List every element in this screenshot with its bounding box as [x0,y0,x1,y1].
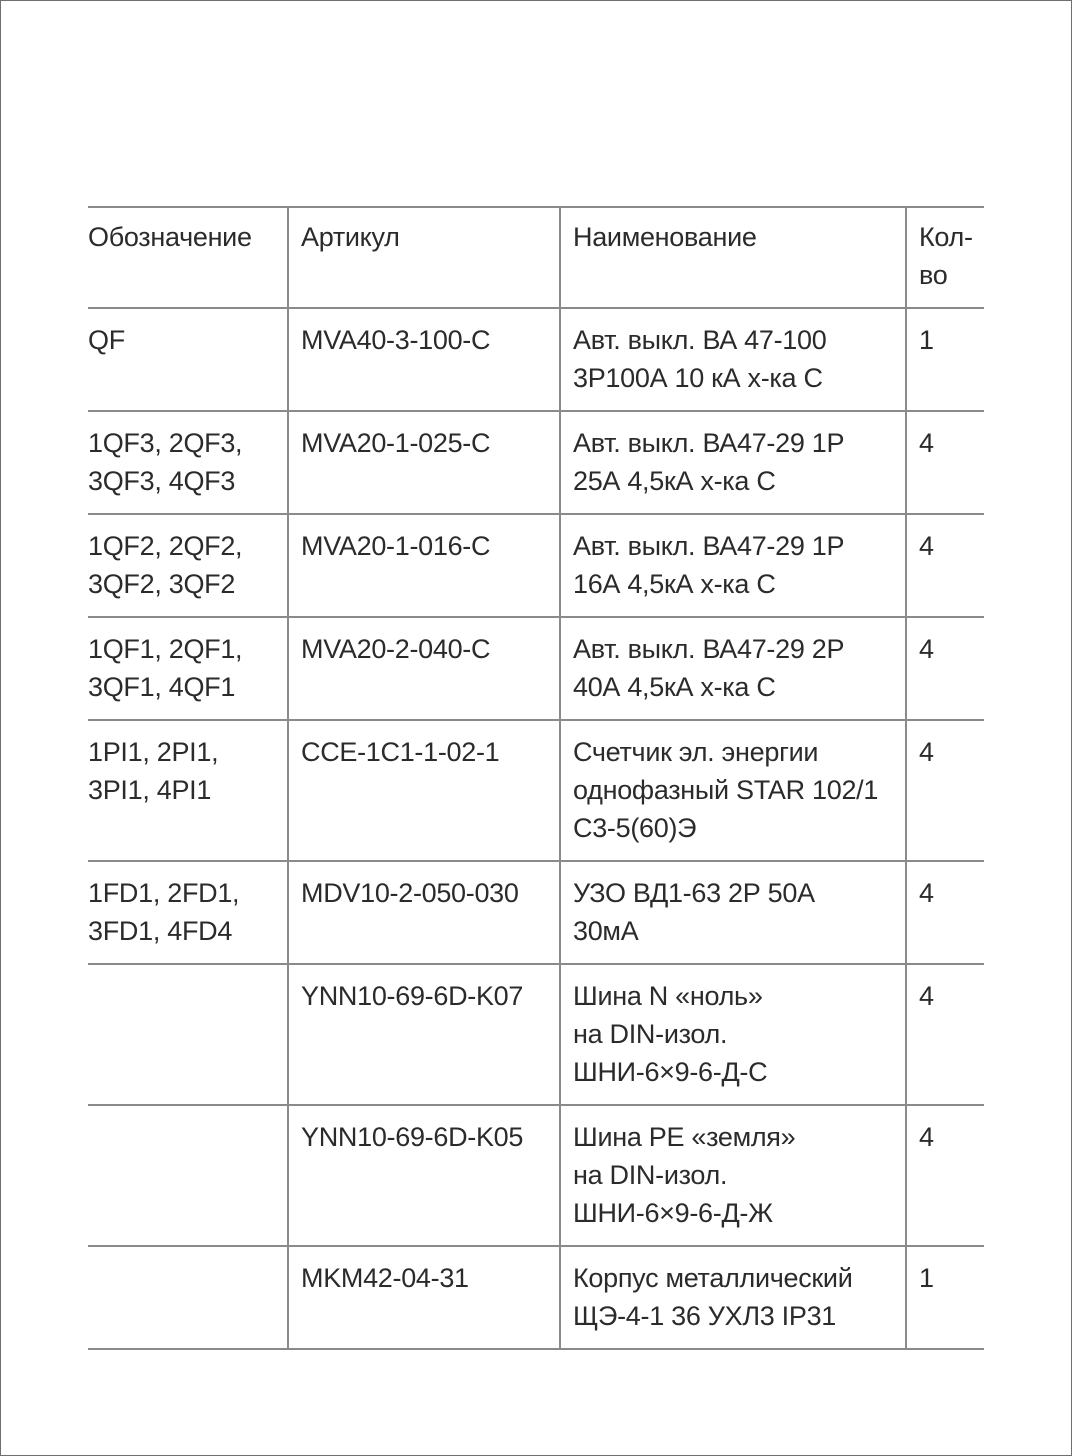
header-quantity: Кол- во [906,207,984,308]
cell-quantity: 4 [906,514,984,617]
cell-name: Авт. выкл. ВА 47-100 3Р100А 10 кА х-ка С [560,308,906,411]
cell-quantity: 4 [906,1105,984,1246]
header-article: Артикул [288,207,560,308]
table-row [88,861,984,964]
cell-quantity: 4 [906,411,984,514]
cell-designation: 1QF3, 2QF3, 3QF3, 4QF3 [88,428,243,496]
cell-designation [88,1246,288,1349]
table-row [88,1246,984,1349]
cell-quantity: 4 [906,861,984,964]
cell-quantity: 4 [906,964,984,1105]
cell-article: YNN10-69-6D-K05 [288,1105,560,1246]
table-row [88,308,984,411]
cell-article: YNN10-69-6D-K07 [288,964,560,1105]
cell-article: MVA20-2-040-C [288,617,560,720]
table-row [88,720,984,861]
table-row [88,1105,984,1246]
cell-designation: QF [88,325,125,355]
table-header-row [88,207,984,308]
cell-designation: 1QF1, 2QF1, 3QF1, 4QF1 [88,634,243,702]
cell-name: Корпус металлический ЩЭ-4-1 36 УХЛ3 IP31 [560,1246,906,1349]
specification-table [88,206,984,1350]
cell-quantity: 1 [906,308,984,411]
header-designation: Обозначение [88,222,252,252]
cell-quantity: 4 [906,720,984,861]
cell-article: MKM42-04-31 [288,1246,560,1349]
table-row [88,411,984,514]
cell-quantity: 4 [906,617,984,720]
cell-quantity: 1 [906,1246,984,1349]
cell-name: УЗО ВД1-63 2Р 50А 30мА [560,861,906,964]
cell-article: CCE-1C1-1-02-1 [288,720,560,861]
cell-designation: 1FD1, 2FD1, 3FD1, 4FD4 [88,878,240,946]
cell-name: Шина PE «земля» на DIN-изол. ШНИ-6×9-6-Д-Ж [560,1105,906,1246]
cell-article: MVA20-1-025-C [288,411,560,514]
cell-designation [88,1105,288,1246]
cell-name: Авт. выкл. ВА47-29 1Р 25А 4,5кА х-ка С [560,411,906,514]
cell-article: MVA40-3-100-C [288,308,560,411]
cell-name: Шина N «ноль» на DIN-изол. ШНИ-6×9-6-Д-С [560,964,906,1105]
cell-article: MVA20-1-016-C [288,514,560,617]
table-row [88,617,984,720]
cell-designation: 1QF2, 2QF2, 3QF2, 3QF2 [88,531,243,599]
header-name: Наименование [560,207,906,308]
cell-name: Авт. выкл. ВА47-29 2Р 40А 4,5кА х-ка С [560,617,906,720]
cell-name: Счетчик эл. энергии однофазный STAR 102/1 С3-5(60)Э [560,720,906,861]
cell-name: Авт. выкл. ВА47-29 1Р 16А 4,5кА х-ка С [560,514,906,617]
cell-article: MDV10-2-050-030 [288,861,560,964]
cell-designation [88,964,288,1105]
cell-designation: 1PI1, 2PI1, 3PI1, 4PI1 [88,737,219,805]
table-row [88,964,984,1105]
table-row [88,514,984,617]
